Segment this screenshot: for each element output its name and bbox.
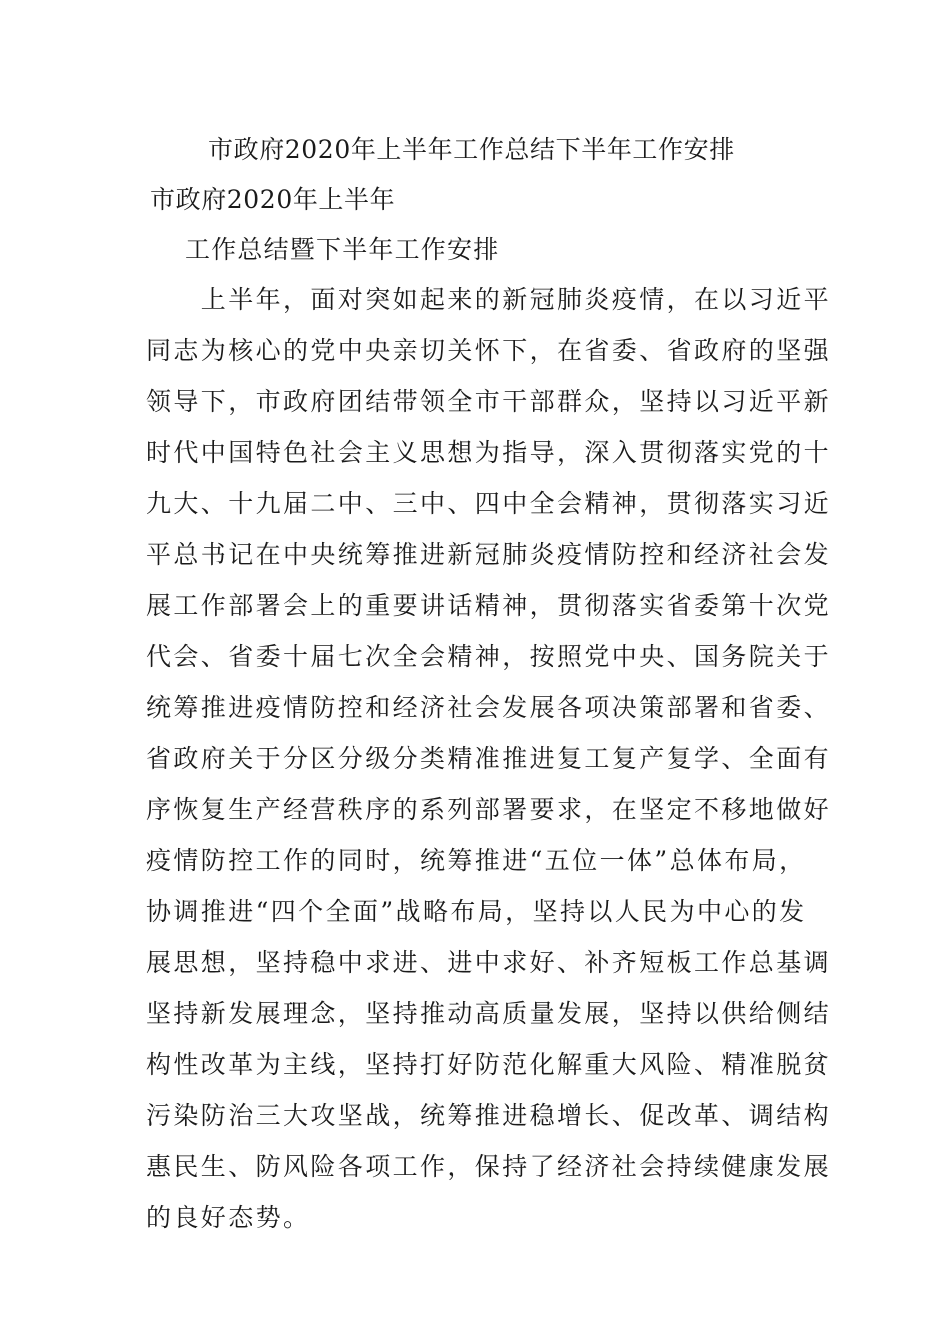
document-subtitle-line-1: 市政府2020年上半年 [150,185,396,214]
body-line: 同志为核心的党中央亲切关怀下，在省委、省政府的坚强 [146,336,832,365]
body-line: 惠民生、防风险各项工作，保持了经济社会持续健康发展 [146,1152,832,1181]
body-line: 构性改革为主线，坚持打好防范化解重大风险、精准脱贫 [146,1050,832,1079]
body-line: 上半年，面对突如起来的新冠肺炎疫情，在以习近平 [146,285,832,314]
body-line: 领导下，市政府团结带领全市干部群众，坚持以习近平新 [146,387,832,416]
body-line: 省政府关于分区分级分类精准推进复工复产复学、全面有 [146,744,832,773]
body-line: 平总书记在中央统筹推进新冠肺炎疫情防控和经济社会发 [146,540,832,569]
body-line: 序恢复生产经营秩序的系列部署要求，在坚定不移地做好 [146,795,832,824]
body-line: 的良好态势。 [146,1203,311,1232]
body-line: 展工作部署会上的重要讲话精神，贯彻落实省委第十次党 [146,591,832,620]
body-line: 坚持新发展理念，坚持推动高质量发展，坚持以供给侧结 [146,999,832,1028]
document-title: 市政府2020年上半年工作总结下半年工作安排 [208,135,735,164]
body-line: 展思想，坚持稳中求进、进中求好、补齐短板工作总基调 [146,948,832,977]
body-line: 统筹推进疫情防控和经济社会发展各项决策部署和省委、 [146,693,832,722]
document-subtitle-line-2: 工作总结暨下半年工作安排 [185,235,500,264]
body-line: 代会、省委十届七次全会精神，按照党中央、国务院关于 [146,642,832,671]
body-line: 时代中国特色社会主义思想为指导，深入贯彻落实党的十 [146,438,832,467]
body-line: 协调推进“四个全面”战略布局，坚持以人民为中心的发 [146,897,807,926]
body-line: 疫情防控工作的同时，统筹推进“五位一体”总体布局， [146,846,807,875]
body-line: 九大、十九届二中、三中、四中全会精神，贯彻落实习近 [146,489,832,518]
body-line: 污染防治三大攻坚战，统筹推进稳增长、促改革、调结构 [146,1101,832,1130]
